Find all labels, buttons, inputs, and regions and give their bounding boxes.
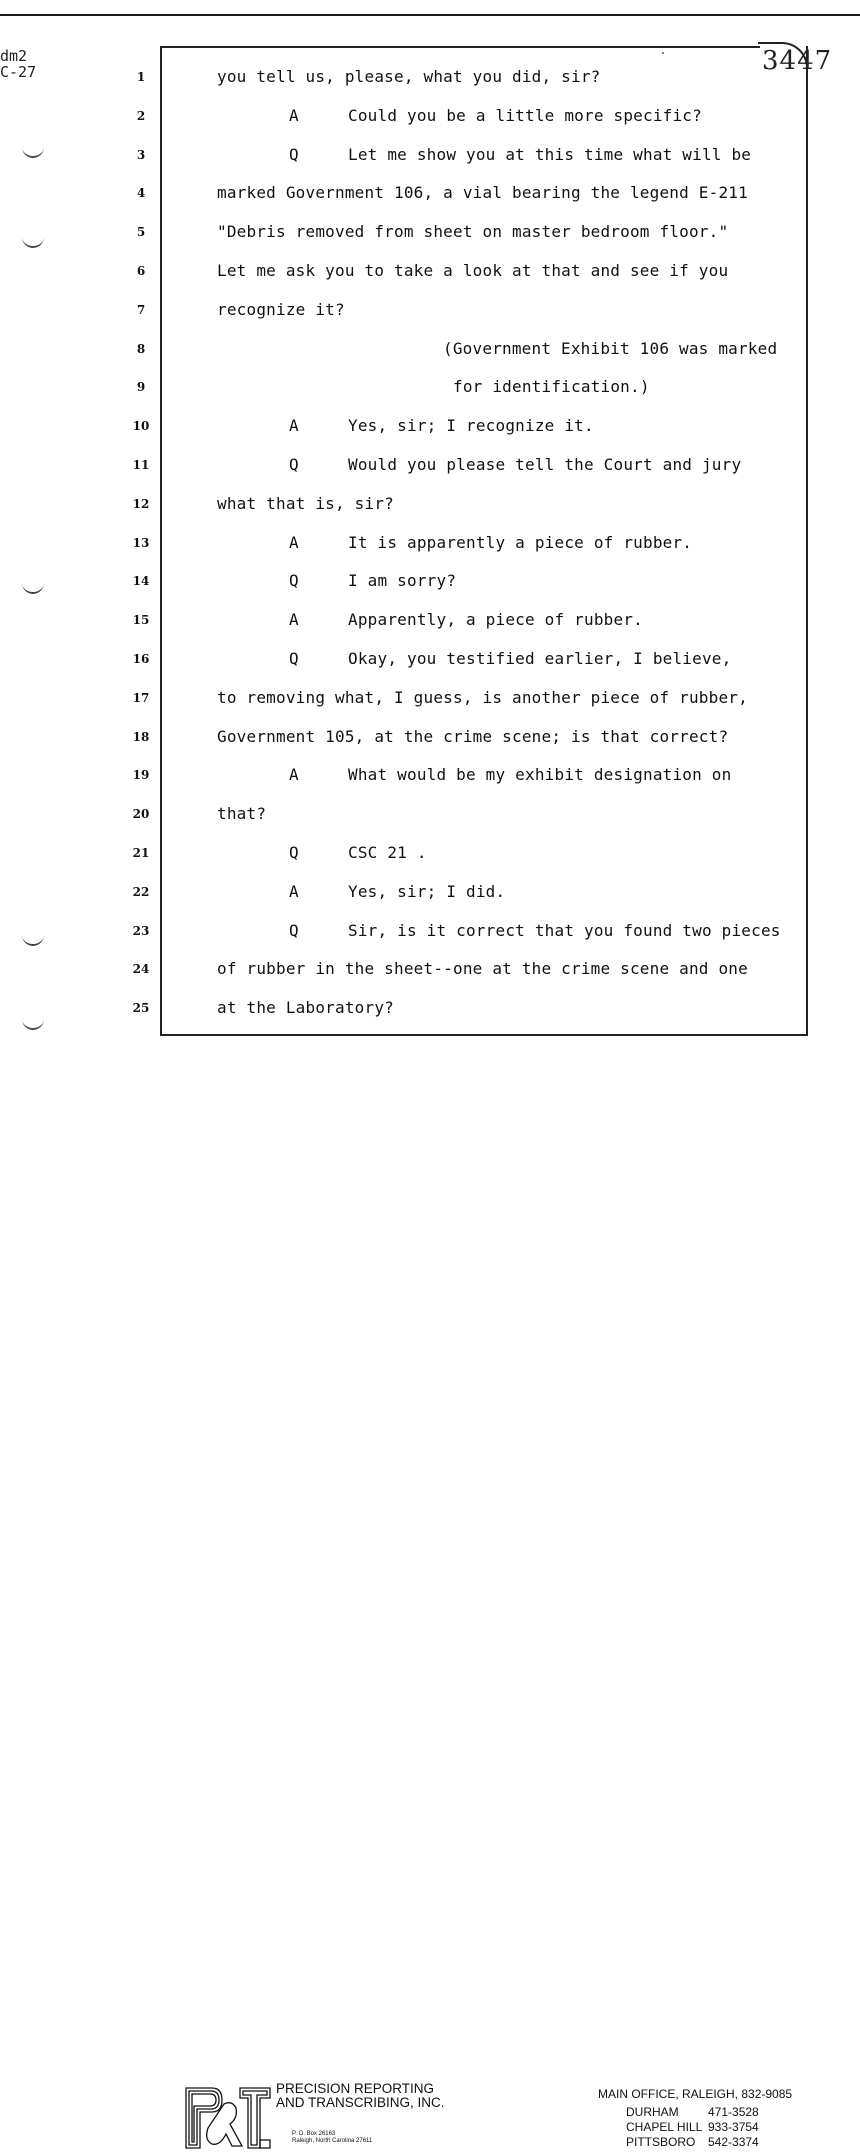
branch-durham bbox=[626, 2105, 759, 2119]
transcript-line: for identification.) bbox=[453, 377, 650, 397]
margin-note-initials: dm2 bbox=[0, 47, 28, 65]
line-number: 15 bbox=[132, 613, 150, 628]
transcript-line: A Could you be a little more specific? bbox=[289, 105, 702, 125]
line-number: 24 bbox=[132, 962, 150, 977]
branch-phone: 471-3528 bbox=[708, 2105, 759, 2119]
page-number: 3447 bbox=[762, 46, 833, 76]
line-number: 23 bbox=[132, 923, 150, 938]
branch-city: DURHAM bbox=[626, 2105, 679, 2119]
punch-hole-mark bbox=[22, 142, 44, 158]
main-office: MAIN OFFICE, RALEIGH, 832-9085 bbox=[598, 2087, 793, 2101]
footer bbox=[0, 1040, 860, 2149]
line-number: 7 bbox=[136, 302, 146, 317]
line-number: 18 bbox=[132, 729, 150, 744]
transcript-line: you tell us, please, what you did, sir? bbox=[217, 67, 601, 86]
line-number: 19 bbox=[132, 768, 150, 783]
line-number: 13 bbox=[132, 535, 150, 550]
line-number: 8 bbox=[136, 341, 146, 356]
punch-hole-mark bbox=[22, 232, 44, 248]
transcript-line: what that is, sir? bbox=[217, 493, 394, 513]
transcript-line: Q Okay, you testified earlier, I believe, bbox=[289, 649, 732, 668]
company-name-line1: PRECISION REPORTING bbox=[276, 2081, 435, 2096]
address-line2: Raleigh, North Carolina 27611 bbox=[292, 2138, 373, 2144]
branch-city: CHAPEL HILL bbox=[626, 2120, 703, 2134]
line-number: 12 bbox=[132, 496, 150, 511]
punch-hole-mark bbox=[22, 578, 44, 594]
transcript-line: Q CSC 21 . bbox=[289, 843, 427, 862]
company-name bbox=[276, 2082, 445, 2110]
transcript-line: Q Would you please tell the Court and jury bbox=[289, 455, 742, 474]
punch-hole-mark bbox=[22, 930, 44, 946]
transcript-line: to removing what, I guess, is another piece of rubber, bbox=[217, 687, 748, 707]
line-number: 6 bbox=[136, 264, 146, 278]
line-number: 17 bbox=[132, 690, 150, 705]
transcript-line: Q Sir, is it correct that you found two pieces bbox=[289, 920, 781, 940]
company-address bbox=[292, 2131, 372, 2145]
branch-phone: 933-3754 bbox=[708, 2120, 759, 2134]
transcript-line: recognize it? bbox=[217, 299, 345, 319]
line-number: 14 bbox=[132, 574, 150, 589]
line-number: 22 bbox=[132, 884, 150, 899]
transcript-line: A It is apparently a piece of rubber. bbox=[289, 532, 693, 552]
speck bbox=[662, 52, 664, 54]
company-logo bbox=[182, 2084, 272, 2152]
line-number: 25 bbox=[132, 1001, 150, 1016]
branch-chapel-hill bbox=[626, 2120, 759, 2134]
transcript-line: that? bbox=[217, 804, 267, 824]
top-border-rule bbox=[0, 0, 860, 16]
transcript-line: A Yes, sir; I did. bbox=[289, 881, 506, 901]
transcript-line: marked Government 106, a vial bearing the legend E-211 bbox=[217, 183, 748, 203]
company-name-line2: AND TRANSCRIBING, INC. bbox=[276, 2095, 445, 2110]
address-line1: P. O. Box 26163 bbox=[292, 2131, 336, 2137]
transcript-line: Let me ask you to take a look at that and see if you bbox=[217, 261, 729, 280]
frame-top-rule bbox=[160, 46, 760, 48]
branch-phone: 542-3374 bbox=[708, 2135, 759, 2149]
transcript-line: "Debris removed from sheet on master bedroom floor." bbox=[217, 222, 729, 242]
line-number: 5 bbox=[136, 225, 146, 240]
transcript-line: Q Let me show you at this time what will be bbox=[289, 144, 752, 164]
line-number: 4 bbox=[136, 186, 146, 201]
line-number: 10 bbox=[132, 419, 150, 434]
transcript-line: Q I am sorry? bbox=[289, 571, 457, 591]
transcript-line: A Apparently, a piece of rubber. bbox=[289, 610, 643, 630]
transcript-line: (Government Exhibit 106 was marked bbox=[443, 338, 778, 358]
transcript-line: of rubber in the sheet--one at the crime scene and one bbox=[217, 959, 748, 979]
margin-note-code: C-27 bbox=[0, 63, 37, 81]
line-number: 9 bbox=[136, 380, 146, 395]
line-number: 11 bbox=[132, 458, 150, 472]
branch-pittsboro bbox=[626, 2135, 759, 2149]
punch-hole-mark bbox=[22, 1014, 44, 1030]
transcript-line: at the Laboratory? bbox=[217, 998, 394, 1018]
transcript-line: Government 105, at the crime scene; is that correct? bbox=[217, 726, 729, 746]
line-number: 2 bbox=[136, 108, 146, 123]
transcript-line: A What would be my exhibit designation on bbox=[289, 765, 732, 785]
line-number: 20 bbox=[132, 807, 150, 822]
line-number: 21 bbox=[132, 846, 150, 860]
line-number: 16 bbox=[132, 652, 150, 666]
line-number: 3 bbox=[136, 147, 146, 162]
line-number: 1 bbox=[136, 70, 146, 84]
transcript-line: A Yes, sir; I recognize it. bbox=[289, 416, 594, 436]
branch-city: PITTSBORO bbox=[626, 2135, 696, 2149]
